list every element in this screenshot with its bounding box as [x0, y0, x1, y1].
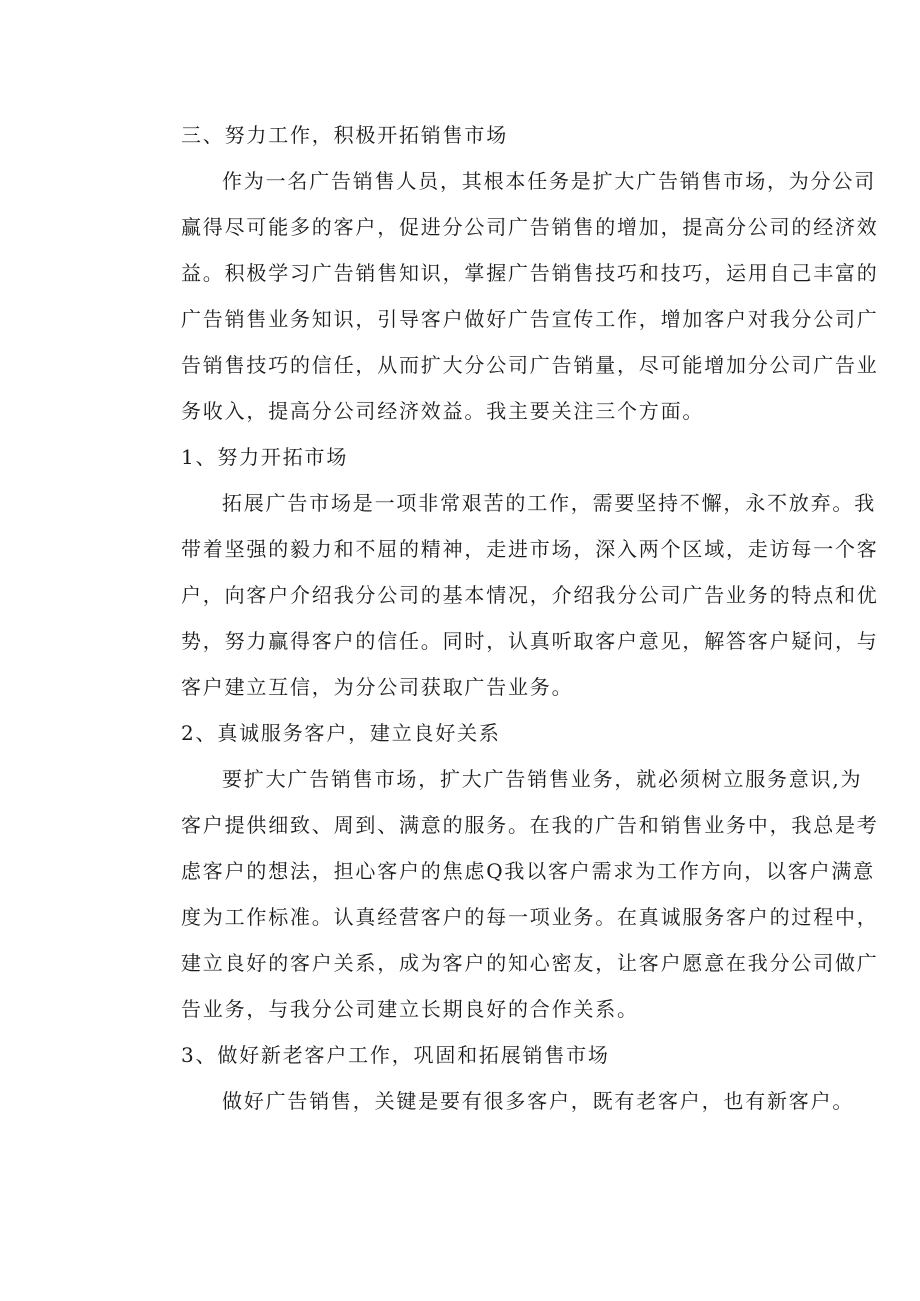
paragraph-line: 要扩大广告销售市场，扩大广告销售业务，就必须树立服务意识,为 [222, 767, 863, 791]
paragraph-line: 户，向客户介绍我分公司的基本情况，介绍我分公司广告业务的特点和优 [181, 583, 879, 607]
subheading-1: 1、努力开拓市场 [181, 445, 349, 469]
paragraph-line: 告销售技巧的信任，从而扩大分公司广告销量，尽可能增加分公司广告业 [181, 353, 879, 377]
paragraph-line: 广告销售业务知识，引导客户做好广告宣传工作，增加客户对我分公司广 [181, 307, 879, 331]
paragraph-line: 虑客户的想法，担心客户的焦虑Q我以客户需求为工作方向，以客户满意 [181, 859, 875, 883]
paragraph-line: 益。积极学习广告销售知识，掌握广告销售技巧和技巧，运用自己丰富的 [181, 261, 879, 285]
paragraph-line: 客户建立互信，为分公司获取广告业务。 [181, 675, 574, 699]
paragraph-line: 带着坚强的毅力和不屈的精神，走进市场，深入两个区域，走访每一个客 [181, 537, 879, 561]
subheading-3: 3、做好新老客户工作，巩固和拓展销售市场 [181, 1043, 610, 1067]
intro-paragraph [140, 158, 879, 434]
paragraph-line: 赢得尽可能多的客户，促进分公司广告销售的增加，提高分公司的经济效 [181, 215, 879, 239]
paragraph-line: 势，努力赢得客户的信任。同时，认真听取客户意见，解答客户疑问，与 [181, 629, 879, 653]
paragraph-line: 度为工作标准。认真经营客户的每一项业务。在真诚服务客户的过程中， [181, 905, 879, 929]
paragraph-3 [140, 1078, 855, 1124]
section-heading: 三、努力工作，积极开拓销售市场 [181, 123, 508, 147]
paragraph-line: 客户提供细致、周到、满意的服务。在我的广告和销售业务中，我总是考 [181, 813, 879, 837]
paragraph-line: 做好广告销售，关键是要有很多客户，既有老客户，也有新客户。 [222, 1089, 855, 1113]
paragraph-1 [140, 480, 879, 710]
paragraph-line: 作为一名广告销售人员，其根本任务是扩大广告销售市场，为分公司 [222, 169, 876, 193]
paragraph-line: 建立良好的客户关系，成为客户的知心密友，让客户愿意在我分公司做广 [181, 951, 879, 975]
paragraph-line: 告业务，与我分公司建立长期良好的合作关系。 [181, 997, 639, 1021]
paragraph-line: 拓展广告市场是一项非常艰苦的工作，需要坚持不懈，永不放弃。我 [222, 491, 876, 515]
subheading-2: 2、真诚服务客户，建立良好关系 [181, 721, 501, 745]
document-body [140, 112, 879, 1124]
paragraph-line: 务收入，提高分公司经济效益。我主要关注三个方面。 [181, 399, 705, 423]
paragraph-2 [140, 756, 879, 1032]
